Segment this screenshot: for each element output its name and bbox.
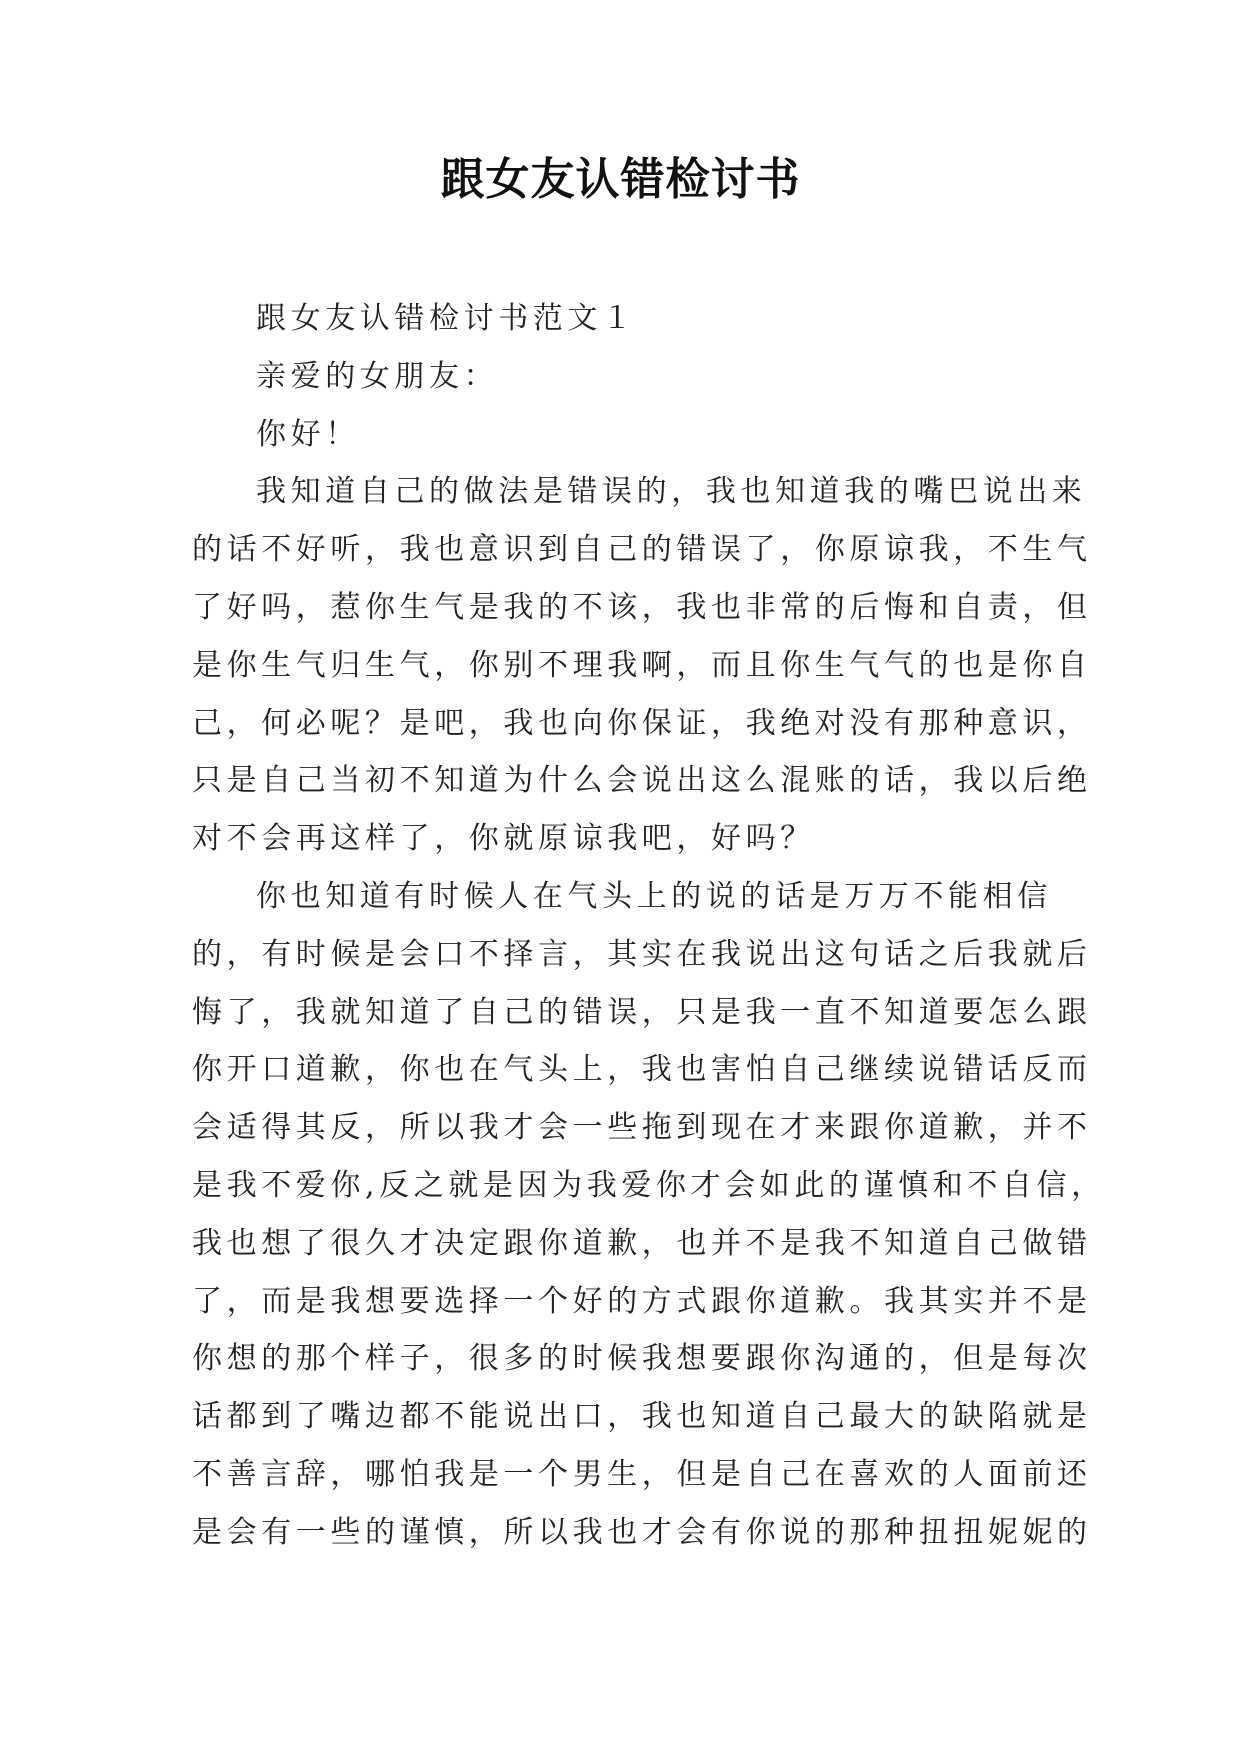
text-line: 我知道自己的做法是错误的，我也知道我的嘴巴说出来 (256, 474, 1087, 510)
text-line: 话都到了嘴边都不能说出口，我也知道自己最大的缺陷就是 (192, 1399, 1092, 1435)
text-line: 是会有一些的谨慎，所以我也才会有你说的那种扭扭妮妮的 (192, 1514, 1092, 1550)
text-line: 不善言辞，哪怕我是一个男生，但是自己在喜欢的人面前还 (192, 1456, 1092, 1492)
text-line: 只是自己当初不知道为什么会说出这么混账的话，我以后绝 (192, 763, 1092, 799)
document-title: 跟女友认错检讨书 (440, 154, 801, 205)
text-line: 你好！ (256, 416, 360, 452)
text-line: 悔了，我就知道了自己的错误，只是我一直不知道要怎么跟 (192, 994, 1092, 1030)
text-line: 你也知道有时候人在气头上的说的话是万万不能相信 (256, 878, 1052, 914)
text-line: 的话不好听，我也意识到自己的错误了，你原谅我，不生气 (192, 532, 1092, 568)
text-line: 是你生气归生气，你别不理我啊，而且你生气气的也是你自 (192, 647, 1092, 683)
text-line: 对不会再这样了，你就原谅我吧，好吗？ (192, 821, 815, 857)
text-line: 了，而是我想要选择一个好的方式跟你道歉。我其实并不是 (192, 1283, 1092, 1319)
text-line: 己，何必呢？是吧，我也向你保证，我绝对没有那种意识， (192, 705, 1092, 741)
text-line: 我也想了很久才决定跟你道歉，也并不是我不知道自己做错 (192, 1225, 1092, 1261)
text-line: 了好吗，惹你生气是我的不该，我也非常的后悔和自责，但 (192, 589, 1092, 625)
text-line: 跟女友认错检讨书范文１ (256, 301, 637, 336)
text-line: 你想的那个样子，很多的时候我想要跟你沟通的，但是每次 (192, 1341, 1092, 1377)
text-line: 的，有时候是会口不择言，其实在我说出这句话之后我就后 (192, 936, 1092, 972)
text-line: 亲爱的女朋友： (256, 358, 499, 394)
text-line: 你开口道歉，你也在气头上，我也害怕自己继续说错话反而 (192, 1052, 1092, 1088)
text-line: 是我不爱你,反之就是因为我爱你才会如此的谨慎和不自信， (192, 1167, 1106, 1203)
document-body (192, 290, 1106, 1562)
text-line: 会适得其反，所以我才会一些拖到现在才来跟你道歉，并不 (192, 1110, 1092, 1146)
